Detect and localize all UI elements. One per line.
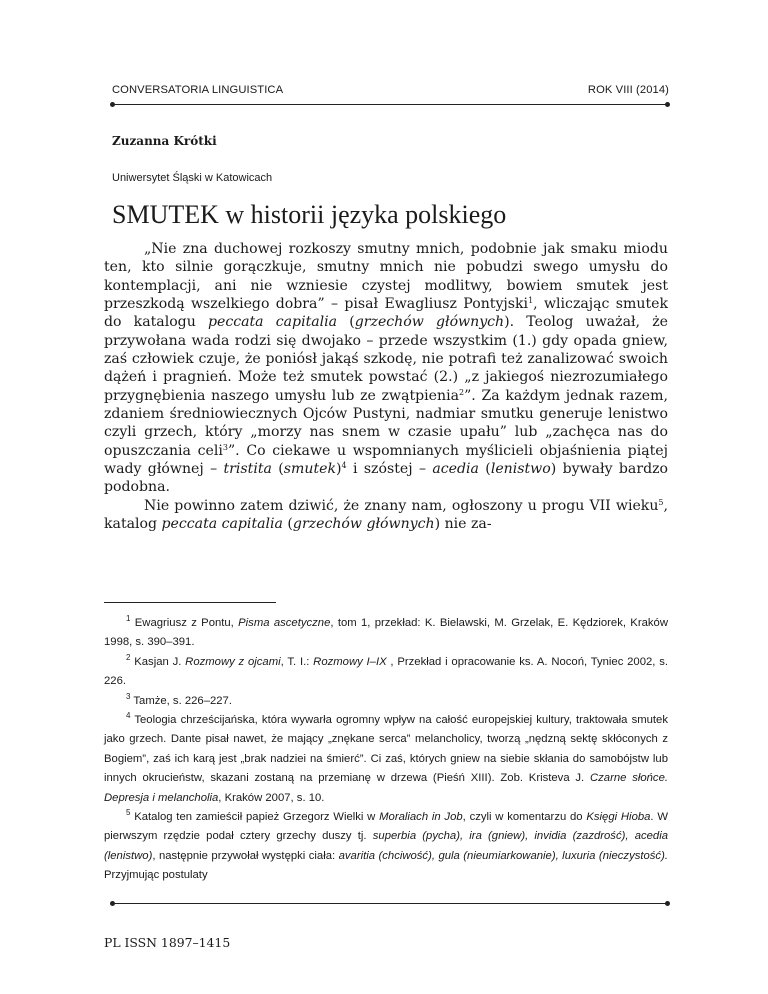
footnote-ref-2[interactable]: 2 — [459, 387, 465, 397]
article-body — [104, 240, 668, 534]
footnote-ref-5[interactable]: 5 — [658, 497, 664, 507]
footnote-4: $^4$ Teologia chrześcijańska, która wywarła ogromny wpływ na całość europejskiej kultury, traktowała smutek jako grzech. Dante pisał nawet, że mający „znękane serca” melancholicy, tworzą „nędzną sektę skłóconych z Bogiem”, zaś ich karą jest „brak nadziei na śmierć”. Ci zaś, których gniew na siebie skłania do samobójstw lub innych okrucieństw, skazani zostaną na przemianę w drzewa (Pieśń XIII). Zob. Kristeva J. Czarne słońce. Depresja i melancholia, Kraków 2007, s. 10. — [104, 711, 668, 804]
footnote-ref-3[interactable]: 3 — [222, 442, 228, 452]
footer-rule-dot-right — [665, 901, 670, 906]
header-rule-dot-right — [665, 102, 670, 107]
footnote-1: $^1$ Ewagriusz z Pontu, Pisma ascetyczne, tom 1, przekład: K. Bielawski, M. Grzelak, E. Kędziorek, Kraków 1998, s. 390–391. — [104, 614, 668, 649]
footnote-ref-1[interactable]: 1 — [528, 296, 534, 306]
footer-rule-dot-left — [110, 901, 115, 906]
footer-rule — [112, 903, 668, 904]
article-title: SMUTEK w historii języka polskiego — [112, 200, 507, 229]
body-paragraph-2: Nie powinno zatem dziwić, że znany nam, ogłoszony u progu VII wieku$^5$, katalog peccata capitalia (grzechów głównych) nie za- — [104, 497, 668, 533]
header-rule — [112, 104, 668, 105]
body-paragraph-1: „Nie zna duchowej rozkoszy smutny mnich, podobnie jak smaku miodu ten, kto silnie gorączkuje, smutny mnich nie pobudzi swego umysłu do kontemplacji, ani nie wzniesie czystej modlitwy, bowiem smutek jest przeszkodą wszelkiego dobra” – pisał Ewagliusz Pontyjski$^1$, wliczając smutek do katalogu peccata capitalia (grzechów głównych). Teolog uważał, że przywołana wada rodzi się dwojako – przede wszystkim (1.) gdy opada gniew, zaś człowiek czuje, że poniósł jakąś szkodę, nie potrafi też zanalizować swoich dążeń i pragnień. Może też smutek powstać (2.) „z jakiegoś niezrozumiałego przygnębienia naszego umysłu lub ze zwątpienia$^2$”. Za każdym jednak razem, zdaniem średniowiecznych Ojców Pustyni, nadmiar smutku generuje lenistwo czyli grzech, który „morzy nas snem w czasie upału” lub „zachęca nas do opuszczania celi$^3$”. Co ciekawe u wspomnianych myślicieli objaśnienia piątej wady głównej – tristita (smutek)$^4$ i szóstej – acedia (lenistwo) bywały bardzo podobna. — [104, 241, 669, 496]
footnote-separator — [104, 602, 276, 603]
author-affiliation: Uniwersytet Śląski w Katowicach — [112, 172, 273, 184]
footnote-3: $^3$ Tamże, s. 226–227. — [126, 691, 232, 707]
footnote-ref-4[interactable]: 4 — [341, 461, 347, 471]
footnote-2: $^2$ Kasjan J. Rozmowy z ojcami, T. I.: Rozmowy I–IX , Przekład i opracowanie ks. A. Nocoń, Tyniec 2002, s. 226. — [104, 652, 668, 688]
footer-issn: PL ISSN 1897–1415 — [104, 935, 231, 950]
author-name: Zuzanna Krótki — [112, 134, 217, 148]
header-rule-dot-left — [110, 102, 115, 107]
running-header-issue: ROK VIII (2014) — [587, 84, 669, 96]
running-header-journal: CONVERSATORIA LINGUISTICA — [112, 84, 284, 96]
footnote-5: $^5$ Katalog ten zamieścił papież Grzegorz Wielki w Moraliach in Job, czyli w komentarzu do Księgi Hioba. W pierwszym rzędzie podał cztery grzechy duszy tj. superbia (pycha), ira (gniew), invidia (zazdrość), acedia (lenistwo), następnie przywołał występki ciała: avaritia (chciwość), gula (nieumiarkowanie), luxuria (nieczystość). Przyjmując postulaty — [104, 808, 668, 882]
footnotes — [104, 614, 668, 886]
